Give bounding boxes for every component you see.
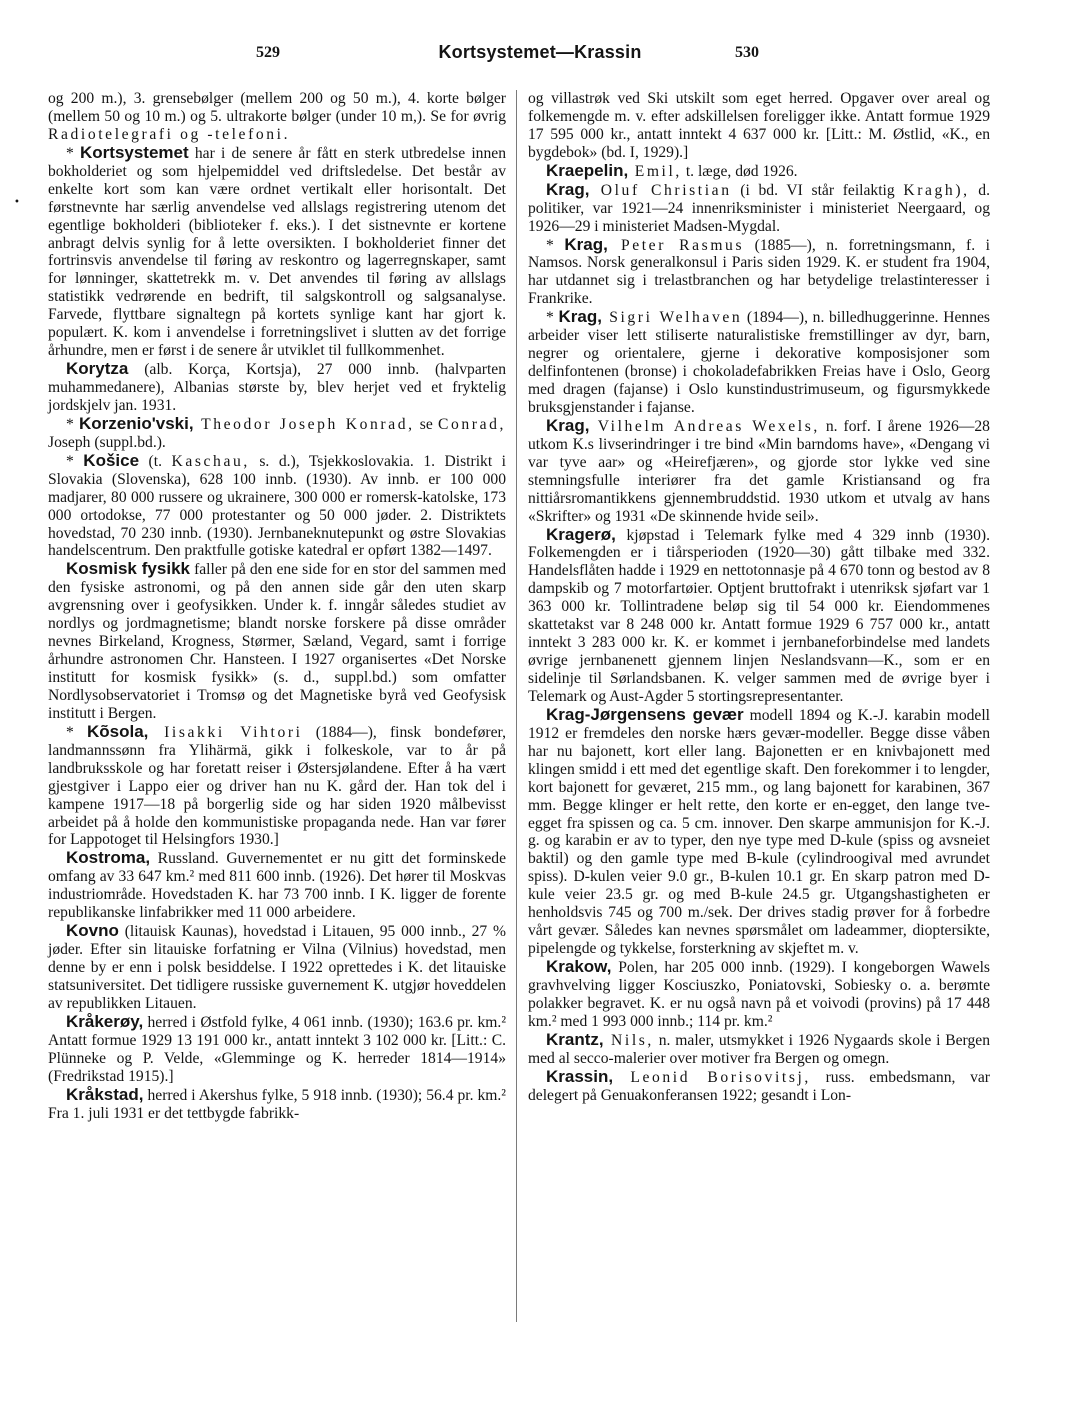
entry-text: faller på den ene side for en stor del sammen med den fysiske astronomi, og på den annen side går den uten skarp avgrensning over i geofysikken. Under k. f. inngår således studiet av nordlys og jordmagnetisme; blandt norske forskere på disse områder nevnes Birkeland, Krogness, Størmer, Sæland, Vegard, samt i forrige århundre astronomen Chr. Hansteen. I 1927 organisertes «Det Norske institutt for kosmisk fysikk» (s. d., suppl.bd.) som omfatter Nordlysobservatoriet i Tromsø og det Magnetiske byrå ved Geofysisk institutt i Bergen. [48,561,506,722]
headword: Kosmisk fysikk [66,559,190,579]
entry-text: . [283,125,288,143]
entry-text: russ. embedsmann, var delegert på Genuakonferansen 1922; gesandt i Lon- [528,1068,990,1104]
spaced-name: Theodor Joseph Konrad, [193,415,415,433]
running-title: Kortsystemet—Krassin [438,42,642,62]
column-divider [516,90,517,1322]
entry-text: Polen, har 205 000 innb. (1929). I kongeborgen Wawels gravhvelving ligger Kosciuszko, Poniatovski, Sobiesky o. a. berømte polakker begravet. K. er nu også navn på et voivodi (provins) på 17 448 km.² med 1 993 000 innb.; 114 pr. km.² [528,959,990,1030]
supplement-marker: * [546,236,565,254]
entry [528,958,990,1031]
spaced-name: Vilhelm Andreas Wexels, [589,417,820,435]
right-column [528,90,990,1105]
headword: Korytza [66,359,129,379]
entry [528,417,990,526]
entry-text: herred i Akershus fylke, 5 918 innb. (1930); 56.4 pr. km.² Fra 1. juli 1931 er det tettbygde fabrikk- [48,1086,506,1122]
entry-text: og villastrøk ved Ski utskilt som eget herred. Opgaver over areal og folkemengde m. v. efter adskillelsen foreligger ikke. Antatt formue 1929 17 595 000 kr., antatt inntekt 4 637 000 kr. [Litt.: M. Østlid, «K., en bygdebok» (bd. I, 1929).] [528,90,990,161]
entry-text: Joseph (suppl.bd.). [48,433,166,451]
entry-text: s. d.), Tsjekkoslovakia. 1. Distrikt i Slovakia (Slovenska), 628 100 innb. (1930). Av innb. er 100 000 madjarer, 80 000 russere og ukrainere, 300 000 er romersk-katolske, 173 000 ortodokse, 77 000 protestanter og 50 000 jøder. 2. Distriktets hovedstad, 70 230 innb. (1930). Jernbaneknutepunkt og østre Slovakias handelscentrum. Den praktfulle gotiske katedral er opført 1382—1497. [48,452,506,560]
entry-text: n. maler, utsmykket i 1926 Nygaards skole i Bergen med al secco-malerier over motiver fra Bergen og omegn. [528,1031,990,1067]
entry-text: (t. [139,452,172,470]
headword: Kortsystemet [80,142,189,162]
entry-text: (litauisk Kaunas), hovedstad i Litauen, 95 000 innb., 27 % jøder. Efter sin litauiske forfatning er Vilna (Vilnius) hovedstad, men denne by er enn i polsk besiddelse. I 1922 oprettedes i K. det litauiske statsuniversitet. Det tidligere russiske guvernement K. utgjør hoveddelen av republikken Litauen. [48,923,506,1012]
entry-text: (1884—), finsk bondefører, landmannssønn fra Ylihärmä, gikk i folkeskole, var to år på landbruksskole og har foretatt reiser i Østersjølandene. Efter å ha vært gjestgiver i Lappo eier og driver han nu K. gård der. Han tok del i kampene 1917—18 på borgerlig side og har siden 1920 målbevisst arbeidet på å holde den kommunistiske propaganda nede. Han var fører for Lappotoget til Helsingfors 1930.] [48,723,506,849]
spaced-name: Nils, [603,1031,654,1049]
headword: Krag, [546,415,590,435]
entry [48,90,506,144]
spaced-name: Emil, [628,162,682,180]
headword: Kraepelin, [546,160,629,180]
spaced-name: Sigri Welhaven [601,309,743,327]
entry-text: (alb. Korça, Kortsja), 27 000 innb. (halvparten muhammedanere), Albanias største by, blev herjet ved et fryktelig jordskjelv jan. 1931. [48,361,506,414]
entry [48,1086,506,1123]
entry [528,162,990,181]
supplement-marker: * [66,723,87,741]
headword: Korzenio'vski, [79,413,194,433]
spaced-name: Peter Rasmus [607,236,745,254]
supplement-marker: * [546,309,559,327]
headword: Kostroma, [66,848,151,868]
entry-text: (1885—), n. forretningsmann, f. i Namsos. Norsk generalkonsul i Paris siden 1929. K. er student fra 1904, har utdannet sig i trelastbranchen og har betydelige trelastinteresser i Frankrike. [528,236,990,308]
entry [528,1031,990,1068]
entry-text: (1894—), n. billedhuggerinne. Hennes arbeider viser lett stiliserte naturalistiske fremstillinger av dyr, barn, negrer og orientalere, gjerne i dekorative komposisjoner som delfinfontenen (bronse) i chokoladefabrikken Freias have i Oslo, Georg med dragen (fajanse) i Oslo kunstindustrimuseum, og figursmykkede bruksgjenstander i fajanse. [528,309,990,416]
entry-text: (i bd. VI står feilaktig [731,181,904,199]
entry-text: n. forf. I årene 1926—28 utkom K.s livserindringer i tre bind «Min barndoms have», «Dengang vi var tyve aar» og «Heirefjæren», og gjorde stor lykke ved sine stemningsfulle interiører fra det gamle Kristiansand og fra nittiårsromantikkens gjennembruddstid. 1930 utkom et utvalg av hans «Skrifter» og 1931 «De skinnende hvide seil». [528,417,990,525]
supplement-marker: * [66,452,84,470]
headword: Kragerø, [546,524,616,544]
entry-text: har i de senere år fått en sterk utbredelse innen bokholderiet og som hjelpemiddel ved driftsledelse. Det består av enkelte kort som kan være ordnet vertikalt eller horisontalt. Det førstnevnte har særlig anvendelse ved allslags registrering utenom det egentlige bokholderi (biblioteker f. eks.). I det sistnevnte er kortene anbragt delvis synlig for å lette oversikten. I bokholderiet finner det fortrinsvis anvendelse til føring av reskontro og lagerregnskaper, samt for lønninger, skattetrekk m. v. Det anvendes til føring av allslags statistikk vedrørende en bedrift, til salgskontroll og salgsanalyse. Farvede, flyttbare signaltegn på kortets synlige kant har gjort k. populært. K. kom i anvendelse i forretningslivet i slutten av det forrige århundre, men er først i de senere år utviklet til fullkommenhet. [48,144,506,360]
right-page-number: 530 [735,44,759,61]
entry [528,181,990,236]
entry [48,849,506,922]
headword: Kovno [66,921,119,941]
entry [528,90,990,162]
entry-text: kjøpstad i Telemark fylke med 4 329 innb (1930). Folkemengden er i tiårsperioden (1920—30) gått tilbake med 332. Handelsflåten hadde i 1929 en nettotonnasje på 4 670 tonn og bestod av 8 dampskib og 7 motorfartøier. Optjent bruttofrakt i utenriksk sjøfart var 1 363 000 kr. Tollintradene beløp sig til 54 000 kr. Eiendommenes skattetakst var 8 248 000 kr. Antatt formue 1929 6 757 000 kr., antatt inntekt 3 283 000 kr. K. er kommet i jernbaneforbindelse med landets øvrige jernbanenett gjennem linjen Neslandsvann—K., som er en sidelinje til Sørlandsbanen. K. velger sammen med de øvrige byer i Telemark og Aust-Agder 5 stortingsrepresentanter. [528,526,990,705]
supplement-marker: * [66,144,80,162]
headword: Krag, [564,234,608,254]
headword: Krag, [558,307,602,327]
headword: Krantz, [546,1029,604,1049]
headword: Kråkerøy, [66,1011,144,1031]
left-column [48,90,506,1122]
entry [528,706,990,958]
headword: Krakow, [546,957,612,976]
headword: Krag, [546,179,590,199]
headword: Krag-Jørgensens gevær [546,704,744,724]
entry-text: herred i Østfold fylke, 4 061 innb. (1930); 163.6 pr. km.² Antatt formue 1929 13 191 000 kr., antatt inntekt 3 102 000 kr. [Litt.: C. Plünneke og P. Velde, «Glemminge og K. herreder 1814—1914» (Fredrikstad 1915).] [48,1013,506,1085]
headword: Kõsola, [86,721,149,741]
spaced-name: Radiotelegrafi og -telefoni [48,125,284,143]
entry-text: og 200 m.), 3. grensebølger (mellem 200 og 50 m.), 4. korte bølger (mellem 50 og 10 m.) og 5. ultrakorte bølger (under 10 m,). Se for øvrig [48,90,506,125]
entry [48,415,506,452]
spaced-name: Kragh), [903,181,970,199]
spaced-name: Conrad, [437,415,506,433]
entry-text: d. politiker, var 1921—24 innenriksminister i ministeriet Neergaard, og 1926—29 i ministeriet Madsen-Mygdal. [528,181,991,235]
entry [48,922,506,1013]
stray-mark: • [14,197,20,208]
spaced-name: Oluf Christian [589,181,732,199]
entry [48,1013,506,1086]
entry-text: t. læge, død 1926. [681,162,798,180]
entry [528,308,990,417]
entry [48,360,506,415]
headword: Košice [83,450,140,470]
spaced-name: Kaschau, [171,452,250,470]
supplement-marker: * [66,415,79,433]
entry [48,452,506,561]
entry [528,236,990,309]
spaced-name: Iisakki Vihtori [148,723,303,741]
entry [528,1068,990,1105]
entry [528,526,990,706]
headword: Kråkstad, [66,1084,144,1104]
entry-text: modell 1894 og K.-J. karabin modell 1912 er fremdeles den norske hærs gevær-modeller. Begge disse våben har nu bajonett, kort eller lang. Bajonetten er en knivbajonett med klingen smidd i ett med det egentlige skaft. Den forekommer i to lengder, kort bajonett for geværet, 215 mm., og lang bajonett for karabinen, 367 mm. Begge klinger er helt rette, den korte er en-egget, den lange tve-egget fra spissen og ca. 5 cm. innover. Den skarpe ammunisjon for K.-J. g. og karabin er av to typer, den nye type med D-kule (spiss og avsneiet baktil) og den gamle type med B-kule (cylindroogival med avrundet spiss). D-kulen veier 9.0 gr., B-kulen 10.1 gr. En skarp patron med D-kule veier 23.5 gr. og med B-kule 24.5 gr. Utgangshastigheten er henholdsvis 745 og 700 m./sek. Der drives stadig prøver for å forbedre vårt gevær. Således kan nevnes spørsmålet om ladeammer, dioptersikte, pipelengde og tykkelse, forsterkning av skjeftet m. v. [528,706,990,958]
entry-text: se [414,415,438,433]
page-header [0,44,1080,70]
headword: Krassin, [546,1066,614,1086]
entry [48,560,506,722]
spaced-name: Leonid Borisovitsj, [613,1068,811,1086]
entry [48,144,506,360]
left-page-number: 529 [256,44,280,61]
entry [48,723,506,850]
entry-text: Russland. Guvernementet er nu gitt det forminskede omfang av 33 647 km.² med 811 600 innb. (1926). Det hører til Moskvas industriområde. Hovedstaden K. har 73 700 innb. I K. ligger de forente republikanske linfabrikker med 11 000 arbeidere. [48,850,506,922]
